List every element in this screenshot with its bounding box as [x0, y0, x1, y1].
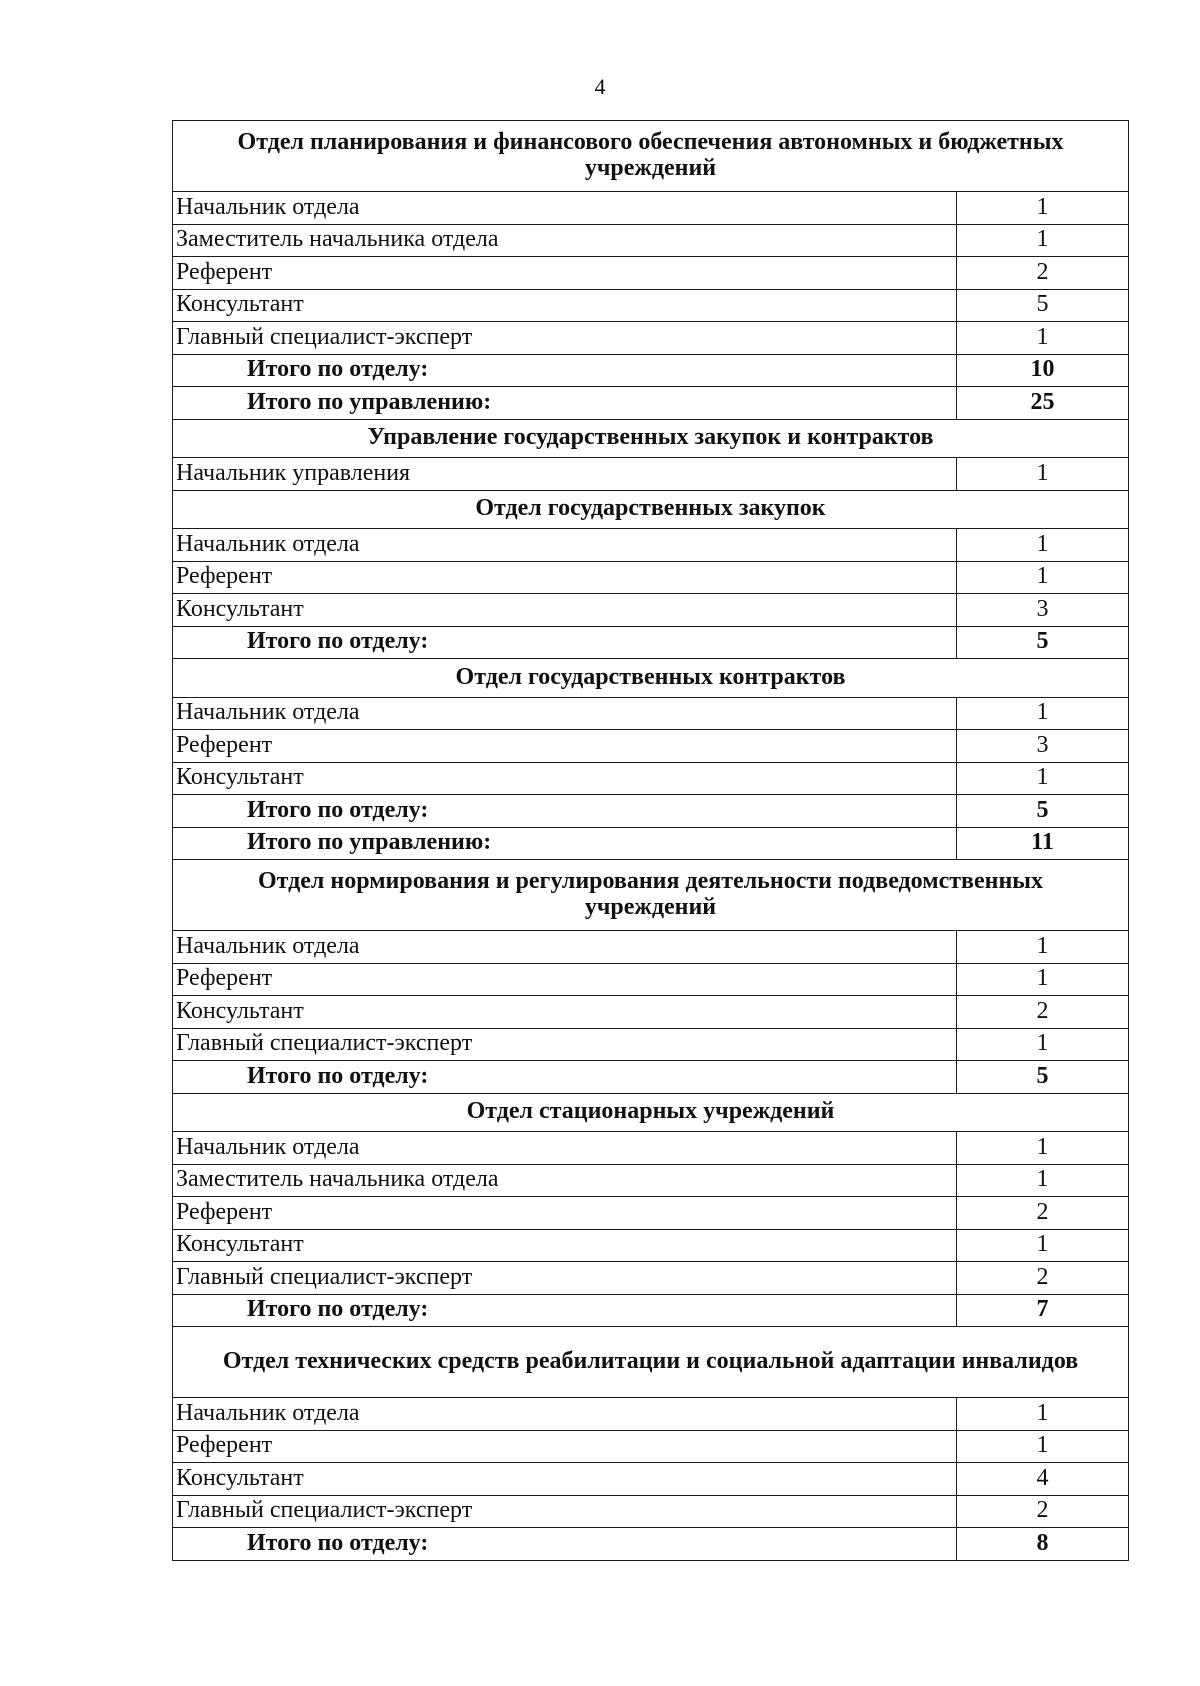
- position-count: 3: [957, 594, 1129, 627]
- section-header-row: [173, 490, 1129, 529]
- total-label: Итого по управлению:: [173, 387, 957, 420]
- position-count: 1: [957, 1132, 1129, 1165]
- section-title: Отдел планирования и финансового обеспечения автономных и бюджетных учреждений: [173, 121, 1129, 192]
- position-row: [173, 931, 1129, 964]
- section-header-row: [173, 860, 1129, 931]
- position-row: [173, 1398, 1129, 1431]
- position-row: [173, 1262, 1129, 1295]
- total-count: 8: [957, 1528, 1129, 1561]
- position-count: 1: [957, 1430, 1129, 1463]
- position-count: 1: [957, 697, 1129, 730]
- position-row: [173, 224, 1129, 257]
- position-count: 1: [957, 458, 1129, 491]
- position-label: Консультант: [173, 1229, 957, 1262]
- position-label: Главный специалист-эксперт: [173, 1028, 957, 1061]
- position-count: 2: [957, 257, 1129, 290]
- position-label: Начальник управления: [173, 458, 957, 491]
- section-title: Отдел нормирования и регулирования деятельности подведомственных учреждений: [173, 860, 1129, 931]
- total-row: [173, 626, 1129, 659]
- total-label: Итого по отделу:: [173, 354, 957, 387]
- position-label: Консультант: [173, 1463, 957, 1496]
- position-label: Консультант: [173, 594, 957, 627]
- total-row: [173, 1528, 1129, 1561]
- total-count: 7: [957, 1294, 1129, 1327]
- position-row: [173, 529, 1129, 562]
- position-label: Начальник отдела: [173, 697, 957, 730]
- total-count: 5: [957, 626, 1129, 659]
- total-row: [173, 827, 1129, 860]
- total-label: Итого по отделу:: [173, 1528, 957, 1561]
- position-row: [173, 730, 1129, 763]
- total-label: Итого по отделу:: [173, 1294, 957, 1327]
- position-count: 3: [957, 730, 1129, 763]
- position-count: 1: [957, 1164, 1129, 1197]
- position-count: 1: [957, 762, 1129, 795]
- position-label: Консультант: [173, 289, 957, 322]
- total-row: [173, 1294, 1129, 1327]
- position-count: 2: [957, 1262, 1129, 1295]
- position-count: 1: [957, 963, 1129, 996]
- position-row: [173, 1197, 1129, 1230]
- position-count: 2: [957, 1197, 1129, 1230]
- total-label: Итого по отделу:: [173, 626, 957, 659]
- position-count: 1: [957, 224, 1129, 257]
- position-count: 1: [957, 1398, 1129, 1431]
- section-title: Отдел стационарных учреждений: [173, 1093, 1129, 1132]
- position-label: Консультант: [173, 996, 957, 1029]
- section-header-row: [173, 1093, 1129, 1132]
- position-label: Главный специалист-эксперт: [173, 322, 957, 355]
- position-label: Референт: [173, 963, 957, 996]
- total-count: 5: [957, 795, 1129, 828]
- position-label: Заместитель начальника отдела: [173, 1164, 957, 1197]
- position-row: [173, 1164, 1129, 1197]
- total-row: [173, 387, 1129, 420]
- position-count: 1: [957, 931, 1129, 964]
- total-label: Итого по отделу:: [173, 795, 957, 828]
- position-row: [173, 458, 1129, 491]
- position-count: 1: [957, 561, 1129, 594]
- position-row: [173, 192, 1129, 225]
- staffing-table-body: [173, 121, 1129, 1561]
- position-count: 2: [957, 1495, 1129, 1528]
- total-count: 5: [957, 1061, 1129, 1094]
- section-title: Отдел государственных закупок: [173, 490, 1129, 529]
- position-label: Начальник отдела: [173, 192, 957, 225]
- position-row: [173, 561, 1129, 594]
- total-count: 11: [957, 827, 1129, 860]
- position-label: Начальник отдела: [173, 529, 957, 562]
- position-count: 1: [957, 1028, 1129, 1061]
- section-title: Отдел государственных контрактов: [173, 659, 1129, 698]
- position-row: [173, 1132, 1129, 1165]
- position-row: [173, 257, 1129, 290]
- total-count: 25: [957, 387, 1129, 420]
- position-row: [173, 289, 1129, 322]
- position-label: Начальник отдела: [173, 1398, 957, 1431]
- position-label: Главный специалист-эксперт: [173, 1262, 957, 1295]
- position-label: Референт: [173, 730, 957, 763]
- position-row: [173, 1430, 1129, 1463]
- total-row: [173, 354, 1129, 387]
- position-count: 1: [957, 192, 1129, 225]
- position-label: Начальник отдела: [173, 931, 957, 964]
- position-label: Главный специалист-эксперт: [173, 1495, 957, 1528]
- section-header-row: [173, 121, 1129, 192]
- position-row: [173, 1463, 1129, 1496]
- position-row: [173, 697, 1129, 730]
- section-header-row: [173, 1327, 1129, 1398]
- position-label: Референт: [173, 1430, 957, 1463]
- staffing-table: [172, 120, 1129, 1561]
- position-row: [173, 963, 1129, 996]
- position-count: 5: [957, 289, 1129, 322]
- total-row: [173, 795, 1129, 828]
- position-row: [173, 322, 1129, 355]
- position-label: Заместитель начальника отдела: [173, 224, 957, 257]
- position-label: Референт: [173, 257, 957, 290]
- position-row: [173, 594, 1129, 627]
- section-title: Управление государственных закупок и контрактов: [173, 419, 1129, 458]
- position-count: 1: [957, 529, 1129, 562]
- position-label: Консультант: [173, 762, 957, 795]
- position-row: [173, 1495, 1129, 1528]
- position-row: [173, 1028, 1129, 1061]
- section-header-row: [173, 659, 1129, 698]
- total-count: 10: [957, 354, 1129, 387]
- position-count: 2: [957, 996, 1129, 1029]
- total-row: [173, 1061, 1129, 1094]
- position-count: 1: [957, 322, 1129, 355]
- position-label: Референт: [173, 561, 957, 594]
- total-label: Итого по отделу:: [173, 1061, 957, 1094]
- position-row: [173, 1229, 1129, 1262]
- position-row: [173, 762, 1129, 795]
- position-count: 4: [957, 1463, 1129, 1496]
- position-label: Референт: [173, 1197, 957, 1230]
- section-title: Отдел технических средств реабилитации и социальной адаптации инвалидов: [173, 1327, 1129, 1398]
- total-label: Итого по управлению:: [173, 827, 957, 860]
- position-count: 1: [957, 1229, 1129, 1262]
- page-number: 4: [594, 74, 606, 99]
- position-row: [173, 996, 1129, 1029]
- position-label: Начальник отдела: [173, 1132, 957, 1165]
- section-header-row: [173, 419, 1129, 458]
